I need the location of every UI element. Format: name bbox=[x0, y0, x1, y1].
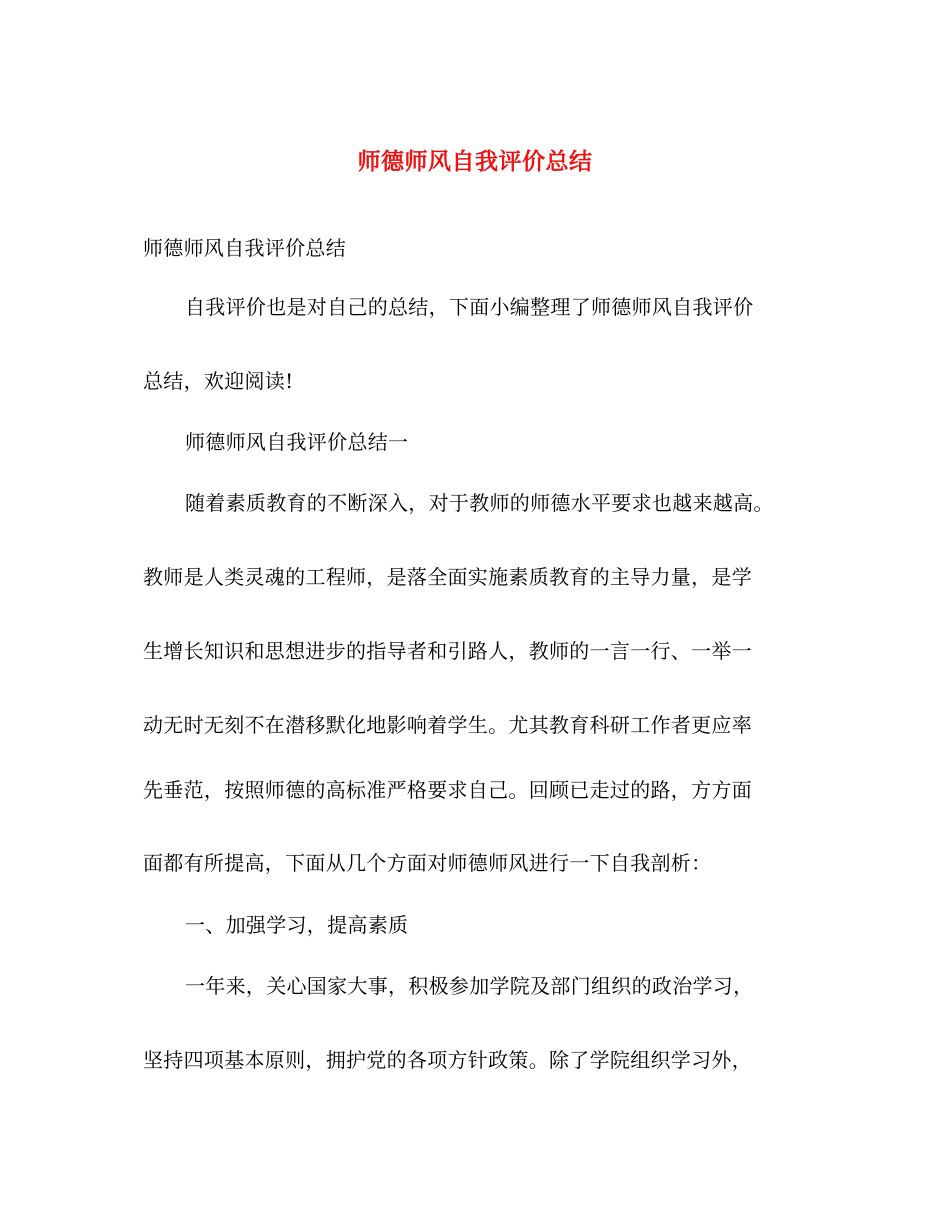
paragraph-line: 总结，欢迎阅读! bbox=[143, 369, 294, 393]
document-title: 师德师风自我评价总结 bbox=[357, 148, 593, 175]
paragraph-line: 自我评价也是对自己的总结，下面小编整理了师德师风自我评价 bbox=[185, 295, 754, 319]
paragraph-line: 生增长知识和思想进步的指导者和引路人，教师的一言一行、一举一 bbox=[143, 639, 752, 663]
paragraph-line: 坚持四项基本原则，拥护党的各项方针政策。除了学院组织学习外， bbox=[143, 1048, 752, 1072]
paragraph-line: 面都有所提高，下面从几个方面对师德师风进行一下自我剖析： bbox=[143, 851, 712, 875]
section-heading: 一、加强学习，提高素质 bbox=[185, 913, 409, 937]
document-heading: 师德师风自我评价总结 bbox=[143, 236, 346, 260]
paragraph-line: 先垂范，按照师德的高标准严格要求自己。回顾已走过的路，方方面 bbox=[143, 778, 752, 802]
section-heading: 师德师风自我评价总结一 bbox=[185, 430, 409, 454]
paragraph-line: 随着素质教育的不断深入，对于教师的师德水平要求也越来越高。 bbox=[185, 491, 774, 515]
paragraph-line: 动无时无刻不在潜移默化地影响着学生。尤其教育科研工作者更应率 bbox=[143, 713, 752, 737]
paragraph-line: 一年来，关心国家大事，积极参加学院及部门组织的政治学习， bbox=[185, 974, 754, 998]
paragraph-line: 教师是人类灵魂的工程师，是落全面实施素质教育的主导力量，是学 bbox=[143, 565, 752, 589]
